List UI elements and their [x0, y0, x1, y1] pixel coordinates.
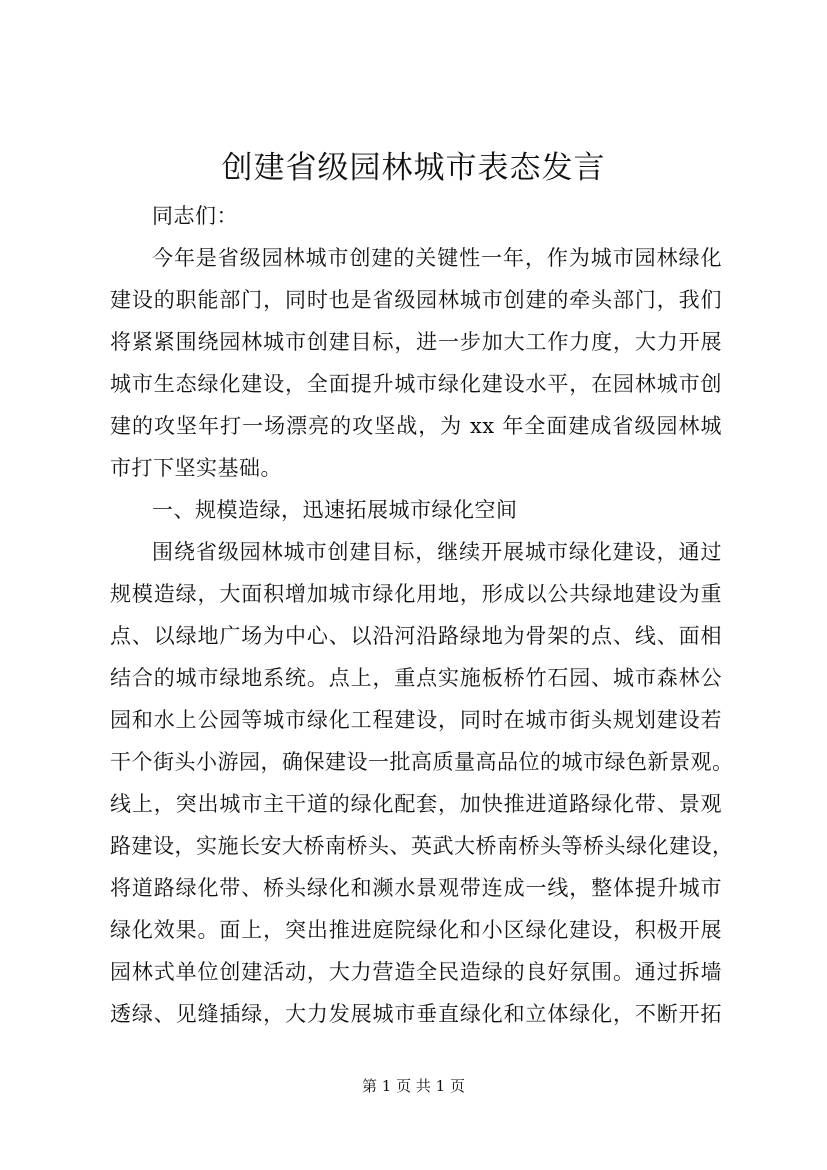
- paragraph-line: 点、以绿地广场为中心、以沿河沿路绿地为骨架的点、线、面相: [110, 624, 722, 648]
- paragraph-line: 规模造绿，大面积增加城市绿化用地，形成以公共绿地建设为重: [110, 582, 722, 606]
- paragraph-line: 路建设，实施长安大桥南桥头、英武大桥南桥头等桥头绿化建设，: [110, 834, 734, 858]
- paragraph-line: 将紧紧围绕园林城市创建目标，进一步加大工作力度，大力开展: [110, 330, 722, 354]
- paragraph-line: 建设的职能部门，同时也是省级园林城市创建的牵头部门，我们: [110, 288, 722, 312]
- paragraph-line: 围绕省级园林城市创建目标，继续开展城市绿化建设，通过: [152, 540, 722, 564]
- paragraph-line: 线上，突出城市主干道的绿化配套，加快推进道路绿化带、景观: [110, 792, 722, 816]
- document-title: 创建省级园林城市表态发言: [221, 150, 606, 186]
- paragraph-line: 城市生态绿化建设，全面提升城市绿化建设水平，在园林城市创: [110, 372, 722, 396]
- salutation: 同志们：: [152, 204, 238, 228]
- paragraph-line: 园林式单位创建活动，大力营造全民造绿的良好氛围。通过拆墙: [110, 960, 722, 984]
- section-heading: 一、规模造绿，迅速拓展城市绿化空间: [152, 498, 518, 522]
- paragraph-line: 结合的城市绿地系统。点上，重点实施板桥竹石园、城市森林公: [110, 666, 722, 690]
- page-footer: 第 1 页 共 1 页: [362, 1077, 465, 1095]
- paragraph-line: 市打下坚实基础。: [110, 456, 282, 480]
- paragraph-line: 干个街头小游园，确保建设一批高质量高品位的城市绿色新景观。: [110, 750, 734, 774]
- paragraph-line: 园和水上公园等城市绿化工程建设，同时在城市街头规划建设若: [110, 708, 722, 732]
- paragraph-line: 建的攻坚年打一场漂亮的攻坚战，为 xx 年全面建成省级园林城: [110, 414, 722, 438]
- paragraph-line: 今年是省级园林城市创建的关键性一年，作为城市园林绿化: [152, 246, 722, 270]
- paragraph-line: 透绿、见缝插绿，大力发展城市垂直绿化和立体绿化，不断开拓: [110, 1002, 722, 1026]
- paragraph-line: 绿化效果。面上，突出推进庭院绿化和小区绿化建设，积极开展: [110, 918, 722, 942]
- paragraph-line: 将道路绿化带、桥头绿化和濒水景观带连成一线，整体提升城市: [110, 876, 722, 900]
